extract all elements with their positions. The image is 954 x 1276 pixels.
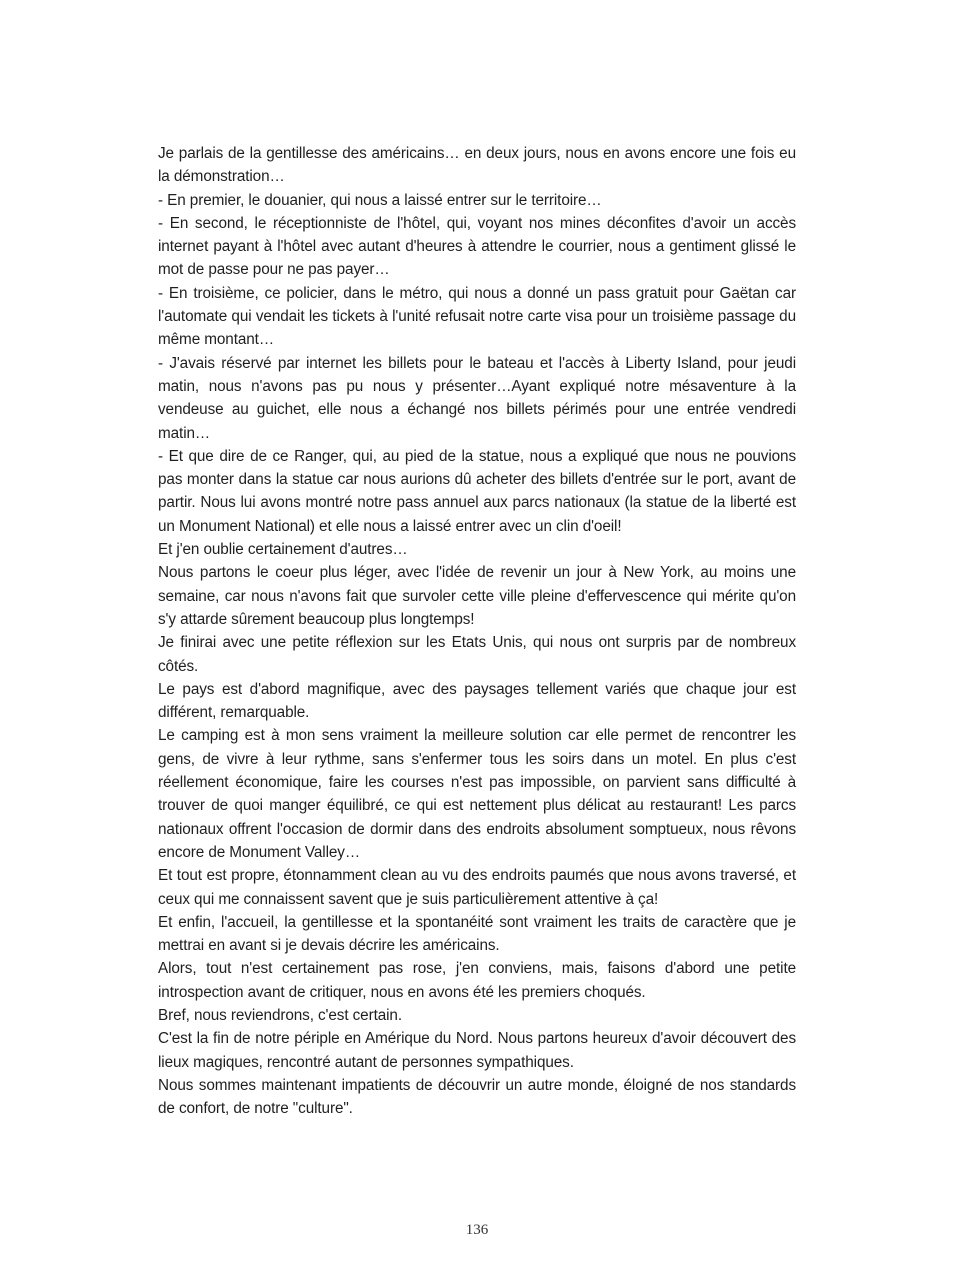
paragraph: - J'avais réservé par internet les billets pour le bateau et l'accès à Liberty Island, pour jeudi matin, nous n'avons pas pu nous y présenter…Ayant expliqué notre mésaventure à la vendeuse au guichet, elle nous a échangé nos billets périmés pour une entrée vendredi matin… xyxy=(158,354,796,442)
paragraph: Le pays est d'abord magnifique, avec des paysages tellement variés que chaque jour est différent, remarquable. xyxy=(158,680,796,722)
paragraph: Et j'en oublie certainement d'autres… xyxy=(158,541,408,559)
paragraph: C'est la fin de notre périple en Amérique du Nord. Nous partons heureux d'avoir découvert des lieux magiques, rencontré autant de personnes sympathiques. xyxy=(158,1030,796,1071)
paragraph: Je finirai avec une petite réflexion sur les Etats Unis, qui nous ont surpris par de nombreux côtés. xyxy=(158,634,796,675)
paragraph: Je parlais de la gentillesse des américains… en deux jours, nous en avons encore une fois eu la démonstration… xyxy=(158,145,796,186)
paragraph: Alors, tout n'est certainement pas rose, j'en conviens, mais, faisons d'abord une petite introspection avant de critiquer, nous en avons été les premiers choqués. xyxy=(158,960,796,1001)
paragraph: Bref, nous reviendrons, c'est certain. xyxy=(158,1006,402,1024)
paragraph: - En troisième, ce policier, dans le métro, qui nous a donné un pass gratuit pour Gaëtan car l'automate qui vendait les tickets à l'unité refusait notre carte visa pour un troisième passage du même montant… xyxy=(158,284,796,349)
paragraph: Le camping est à mon sens vraiment la meilleure solution car elle permet de rencontrer les gens, de vivre à leur rythme, sans s'enfermer tous les soirs dans un motel. En plus c'est réellement économique, faire les courses n'est pas impossible, on parvient sans difficulté à trouver de quoi manger équilibré, ce qui est nettement plus délicat au restaurant! Les parcs nationaux offrent l'occasion de dormir dans des endroits absolument somptueux, nous rêvons encore de Monument Valley… xyxy=(158,727,796,861)
page-number: 136 xyxy=(465,1222,489,1238)
paragraph: - En premier, le douanier, qui nous a laissé entrer sur le territoire… xyxy=(158,191,602,209)
paragraph: Nous sommes maintenant impatients de découvrir un autre monde, éloigné de nos standards de confort, de notre "culture". xyxy=(158,1076,796,1118)
paragraph: Et tout est propre, étonnamment clean au vu des endroits paumés que nous avons traversé, et ceux qui me connaissent savent que je suis particulièrement attentive à ça! xyxy=(158,867,796,908)
paragraph: - En second, le réceptionniste de l'hôtel, qui, voyant nos mines déconfites d'avoir un accès internet payant à l'hôtel avec autant d'heures à attendre le courrier, nous a gentiment glissé le mot de passe pour ne pas payer… xyxy=(158,214,796,279)
body-text xyxy=(158,142,796,1120)
paragraph: Nous partons le coeur plus léger, avec l'idée de revenir un jour à New York, au moins une semaine, car nous n'avons fait que survoler cette ville pleine d'effervescence qui mérite qu'on s'y attarde sûrement beaucoup plus longtemps! xyxy=(158,564,796,628)
paragraph: Et enfin, l'accueil, la gentillesse et la spontanéité sont vraiment les traits de caractère que je mettrai en avant si je devais décrire les américains. xyxy=(158,913,796,955)
paragraph: - Et que dire de ce Ranger, qui, au pied de la statue, nous a expliqué que nous ne pouvions pas monter dans la statue car nous aurions dû acheter des billets d'entrée sur le port, avant de partir. Nous lui avons montré notre pass annuel aux parcs nationaux (la statue de la liberté est un Monument National) et elle nous a laissé entrer avec un clin d'oeil! xyxy=(158,447,796,535)
